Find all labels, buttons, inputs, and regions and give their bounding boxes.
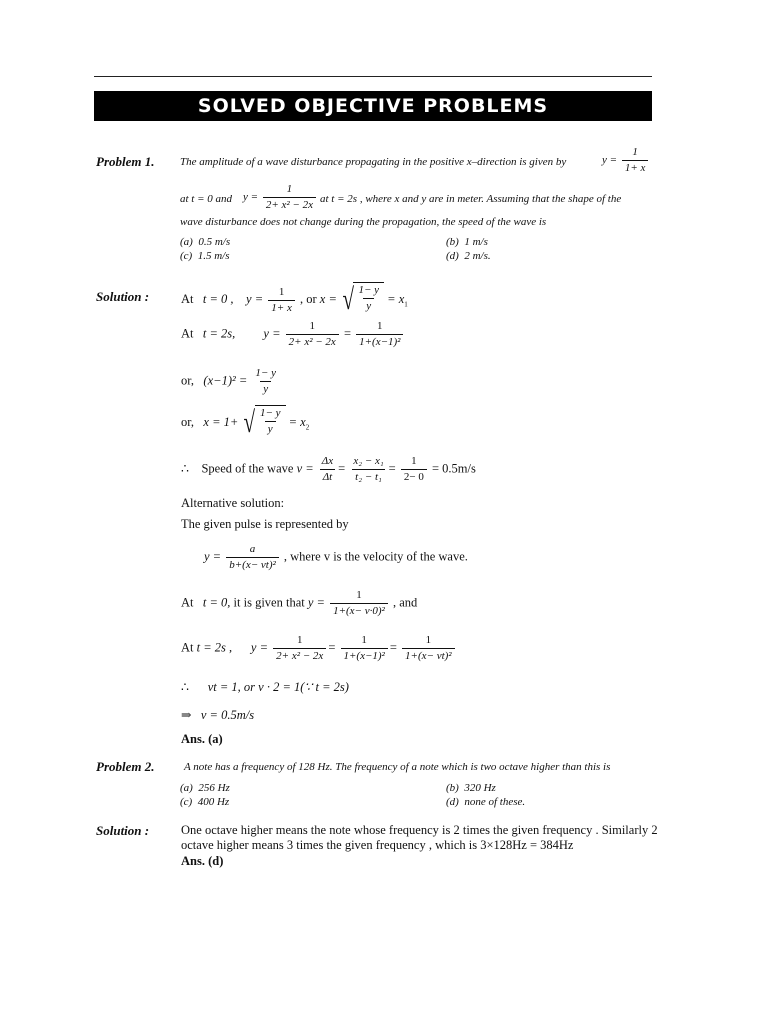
problem-2-label: Problem 2. — [96, 759, 155, 774]
problem-1-option-c: (c) 1.5 m/s — [180, 250, 230, 262]
problem-1-line-2a: at t = 0 and — [180, 193, 233, 205]
alternative-step-5: ⇒ v = 0.5m/s — [181, 708, 255, 722]
problem-1-option-a: (a) 0.5 m/s — [180, 236, 231, 248]
solution-1-step-1: At t = 0 , y = $\frac{1}{1+ x}$ , or x = √ $\frac{1- y}{y}$ = $x_1$ — [181, 283, 408, 316]
problem-1-line-2b: at t = 2s , where x and y are in meter. Assuming that the shape of the — [320, 193, 622, 205]
solution-1-step-5: ∴ Speed of the wave v = $\frac{\Delta x}{\Delta t}$ = $\frac{\text{x₂ − x₁}}{\text{t₂ − t₁}}$ = $\frac{1}{2- 0}$ = 0.5m/s — [181, 455, 476, 483]
problem-2-option-d: (d) none of these. — [446, 796, 526, 808]
top-rule — [94, 76, 652, 77]
solution-1-step-3: or, (x−1)² = $\frac{1- y}{y}$ — [181, 367, 276, 395]
solution-2-label: Solution : — [96, 823, 150, 838]
solution-1-step-2: At t = 2s, y = $\frac{1}{\text{2+ x² − 2x}}$ = $\frac{1}{\text{1+(x−1)²}}$ — [181, 319, 405, 350]
solution-1-label: Solution : — [96, 289, 150, 304]
section-title: SOLVED OBJECTIVE PROBLEMS — [197, 95, 549, 117]
problem-2-option-b: (b) 320 Hz — [446, 782, 496, 794]
problem-1-fraction-1: y = $\frac{1}{1+ x}$ — [602, 145, 650, 176]
problem-1-label: Problem 1. — [96, 154, 155, 169]
problem-1-option-d: (d) 2 m/s. — [446, 250, 491, 262]
alternative-step-3: At t = 2s , y = $\frac{1}{\text{2+ x² − 2x}}$ = $\frac{1}{\text{1+(x−1)²}}$ = $\frac{1}{\text{1+(x− vt)²}}$ — [181, 633, 457, 664]
implies-arrow-icon: ⇒ — [181, 708, 192, 722]
problem-1-option-b: (b) 1 m/s — [446, 236, 488, 248]
problem-1-line-3: wave disturbance does not change during the propagation, the speed of the wave is — [180, 216, 547, 228]
section-banner — [94, 91, 652, 121]
alternative-given-text: The given pulse is represented by — [181, 517, 349, 531]
problem-2-option-c: (c) 400 Hz — [180, 796, 230, 808]
problem-1-line-1: The amplitude of a wave disturbance propagating in the positive x–direction is given by — [180, 156, 567, 168]
solution-1-step-4: or, x = 1+ √ $\frac{1- y}{y}$ = $x_2$ — [181, 406, 310, 439]
problem-1-fraction-2: y = $\frac{1}{\text{2+ x² − 2x}}$ — [243, 182, 318, 213]
problem-2-text: A note has a frequency of 128 Hz. The frequency of a note which is two octave higher than this is — [184, 761, 611, 773]
alternative-step-1: y = $\frac{a}{\text{b+(x− vt)²}}$ , where v is the velocity of the wave. — [204, 543, 468, 571]
solution-2-answer: Ans. (d) — [181, 854, 224, 868]
solution-2-line-2: octave higher means 3 times the given frequency , which is 3×128Hz = 384Hz — [181, 838, 574, 852]
solution-1-answer: Ans. (a) — [181, 732, 223, 746]
alternative-step-2: At t = 0, it is given that y = $\frac{1}{\text{1+(x− v·0)²}}$ , and — [181, 589, 418, 617]
solution-2-line-1: One octave higher means the note whose frequency is 2 times the given frequency . Similarly 2 — [181, 823, 658, 837]
problem-2-option-a: (a) 256 Hz — [180, 782, 230, 794]
alternative-solution-heading: Alternative solution: — [181, 496, 285, 510]
alternative-step-4: ∴ vt = 1, or v · 2 = 1(∵ t = 2s) — [181, 680, 349, 694]
